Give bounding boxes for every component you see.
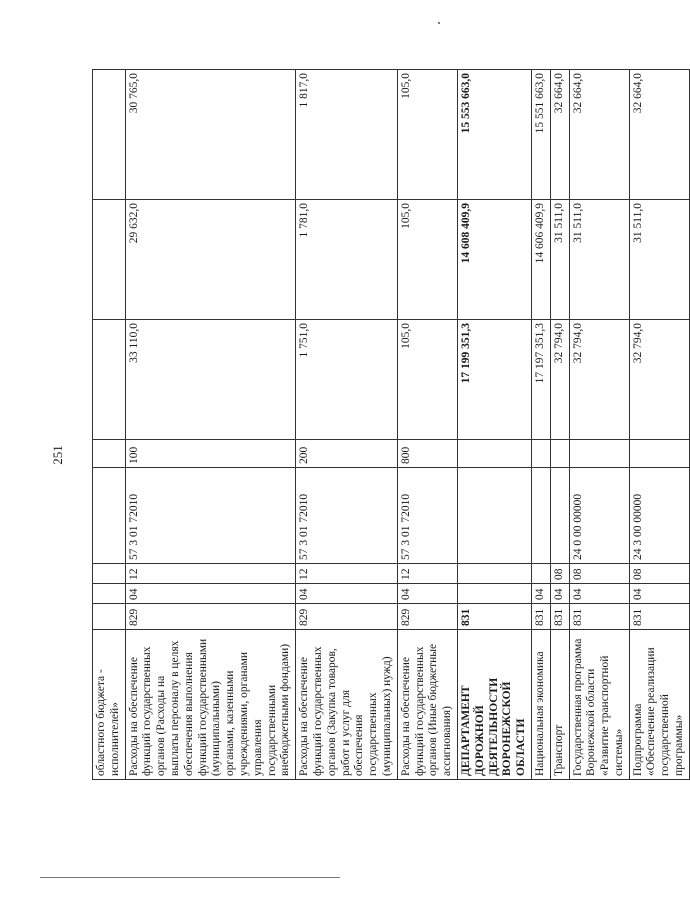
col-amount-1 <box>93 320 126 440</box>
col-gr: 831 <box>550 604 569 630</box>
page-number: 251 <box>50 445 65 465</box>
col-csr <box>550 468 569 564</box>
col-amount-3: 105,0 <box>397 70 457 200</box>
col-pr: 08 <box>550 564 569 584</box>
col-pr: 12 <box>397 564 457 584</box>
table-row <box>296 70 398 780</box>
col-amount-3: 30 765,0 <box>125 70 296 200</box>
col-rz <box>457 584 531 604</box>
col-csr: 57 3 01 72010 <box>296 468 398 564</box>
row-name: Транспорт <box>550 630 569 780</box>
table-row <box>93 70 126 780</box>
col-vr <box>569 440 629 468</box>
table-row <box>531 70 550 780</box>
col-csr: 57 3 01 72010 <box>397 468 457 564</box>
rotated-table-container <box>92 70 686 780</box>
col-amount-3: 1 817,0 <box>296 70 398 200</box>
col-amount-1: 17 199 351,3 <box>457 320 531 440</box>
col-amount-2: 14 608 409,9 <box>457 200 531 320</box>
row-name: Расходы на обеспечение функций государственных органов (Расходы на выплаты персоналу в целях обеспечения выполнения функций государственными (муниципальными) органами, казенными учреждениями, органами управления государственными внебюджетными фондами) <box>125 630 296 780</box>
scan-speck <box>438 22 440 24</box>
table-row <box>629 70 689 780</box>
col-amount-3: 15 551 663,0 <box>531 70 550 200</box>
col-rz: 04 <box>296 584 398 604</box>
footer-rule <box>40 877 340 878</box>
col-amount-2: 1 781,0 <box>296 200 398 320</box>
col-csr: 24 0 00 00000 <box>569 468 629 564</box>
table-row <box>457 70 531 780</box>
col-amount-1: 1 751,0 <box>296 320 398 440</box>
col-gr: 831 <box>531 604 550 630</box>
row-name: Расходы на обеспечение функций государственных органов (Закупка товаров, работ и услуг для обеспечения государственных (муниципальных) нужд) <box>296 630 398 780</box>
col-amount-2: 14 606 409,9 <box>531 200 550 320</box>
col-amount-2: 31 511,0 <box>629 200 689 320</box>
col-pr: 12 <box>125 564 296 584</box>
col-vr: 800 <box>397 440 457 468</box>
col-pr <box>93 564 126 584</box>
col-rz: 04 <box>629 584 689 604</box>
col-vr <box>457 440 531 468</box>
col-vr: 200 <box>296 440 398 468</box>
col-csr: 57 3 01 72010 <box>125 468 296 564</box>
col-amount-1: 105,0 <box>397 320 457 440</box>
col-csr <box>93 468 126 564</box>
col-amount-3 <box>93 70 126 200</box>
col-pr: 08 <box>569 564 629 584</box>
col-gr: 831 <box>569 604 629 630</box>
col-amount-3: 32 664,0 <box>629 70 689 200</box>
col-amount-1: 17 197 351,3 <box>531 320 550 440</box>
col-amount-3: 32 664,0 <box>569 70 629 200</box>
col-pr <box>457 564 531 584</box>
table-row <box>569 70 629 780</box>
col-gr: 831 <box>629 604 689 630</box>
col-gr: 831 <box>457 604 531 630</box>
col-rz <box>93 584 126 604</box>
col-amount-2 <box>93 200 126 320</box>
col-amount-1: 32 794,0 <box>629 320 689 440</box>
col-rz: 04 <box>569 584 629 604</box>
col-rz: 04 <box>531 584 550 604</box>
col-amount-1: 32 794,0 <box>550 320 569 440</box>
col-csr: 24 3 00 00000 <box>629 468 689 564</box>
col-gr: 829 <box>397 604 457 630</box>
col-pr: 08 <box>629 564 689 584</box>
col-vr <box>93 440 126 468</box>
row-name: областного бюджета - исполнителей» <box>93 630 126 780</box>
row-name: Государственная программа Воронежской области «Развитие транспортной системы» <box>569 630 629 780</box>
row-name: Национальная экономика <box>531 630 550 780</box>
col-gr <box>93 604 126 630</box>
col-vr <box>550 440 569 468</box>
col-amount-3: 15 553 663,0 <box>457 70 531 200</box>
col-amount-2: 31 511,0 <box>550 200 569 320</box>
col-gr: 829 <box>125 604 296 630</box>
col-amount-3: 32 664,0 <box>550 70 569 200</box>
row-name: ДЕПАРТАМЕНТ ДОРОЖНОЙ ДЕЯТЕЛЬНОСТИ ВОРОНЕЖСКОЙ ОБЛАСТИ <box>457 630 531 780</box>
budget-table <box>92 69 690 780</box>
table-row <box>550 70 569 780</box>
col-csr <box>531 468 550 564</box>
row-name: Расходы на обеспечение функций государственных органов (Иные бюджетные ассигнования) <box>397 630 457 780</box>
row-name: Подпрограмма «Обеспечение реализации государственной программы» <box>629 630 689 780</box>
col-amount-2: 31 511,0 <box>569 200 629 320</box>
col-pr <box>531 564 550 584</box>
col-vr <box>629 440 689 468</box>
table-row <box>125 70 296 780</box>
col-amount-2: 29 632,0 <box>125 200 296 320</box>
col-amount-1: 32 794,0 <box>569 320 629 440</box>
col-vr: 100 <box>125 440 296 468</box>
col-gr: 829 <box>296 604 398 630</box>
col-pr: 12 <box>296 564 398 584</box>
table-wrapper <box>92 70 686 780</box>
col-vr <box>531 440 550 468</box>
col-rz: 04 <box>125 584 296 604</box>
col-amount-1: 33 110,0 <box>125 320 296 440</box>
col-rz: 04 <box>550 584 569 604</box>
col-amount-2: 105,0 <box>397 200 457 320</box>
col-rz: 04 <box>397 584 457 604</box>
col-csr <box>457 468 531 564</box>
table-row <box>397 70 457 780</box>
